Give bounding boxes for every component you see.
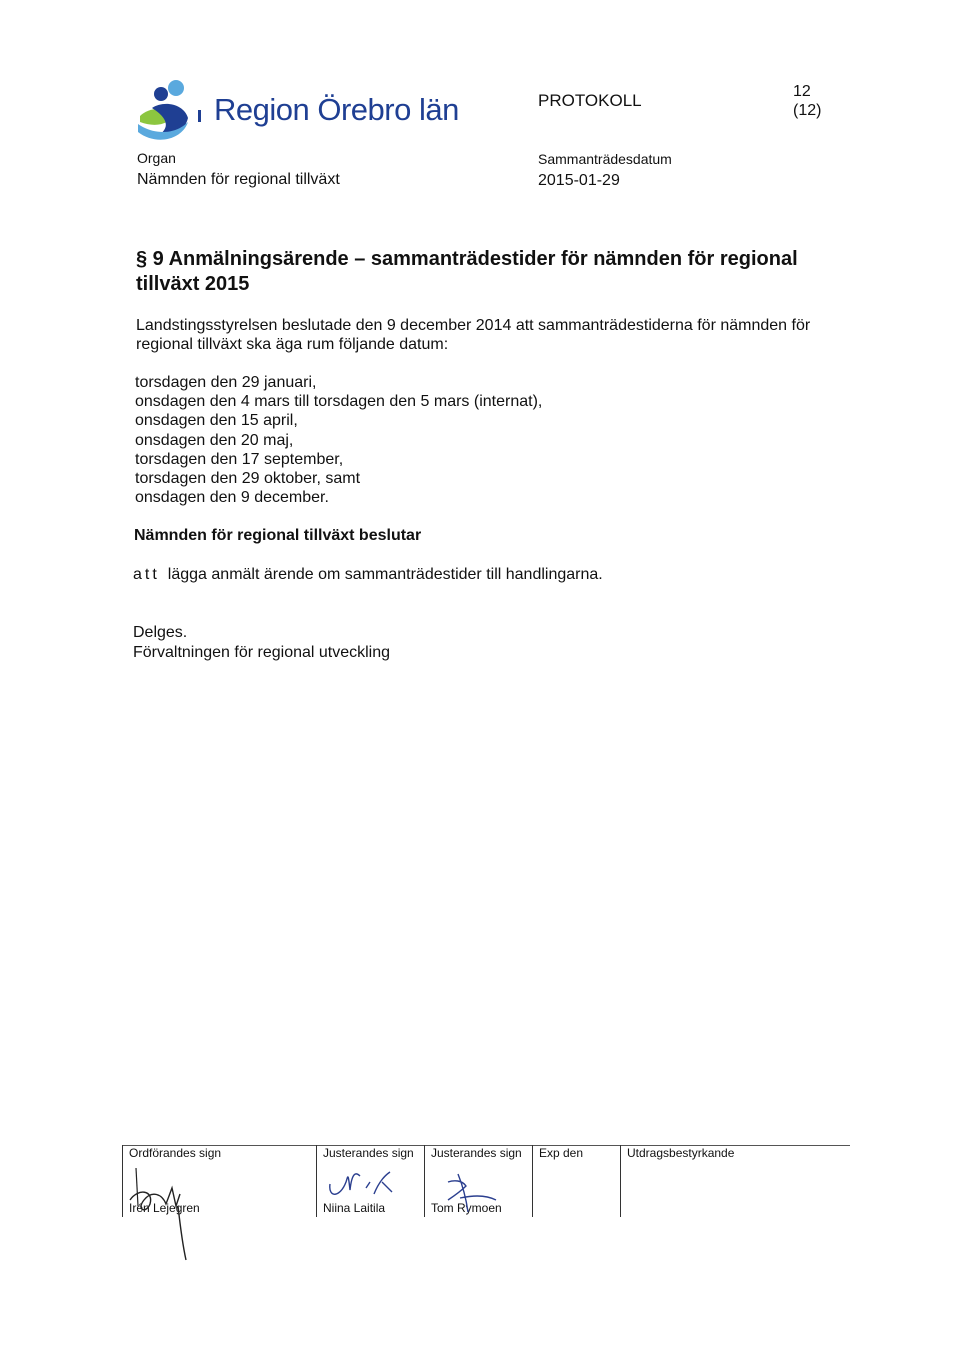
adjuster1-sign-label: Justerandes sign	[323, 1146, 414, 1160]
intro-paragraph: Landstingsstyrelsen beslutade den 9 december 2014 att sammanträdestiderna för nämnden för regional tillväxt ska äga rum följande datum:	[136, 317, 811, 353]
adjuster2-name: Tom Rymoen	[431, 1201, 502, 1215]
list-item: torsdagen den 29 oktober, samt	[135, 470, 361, 488]
date-value: 2015-01-29	[538, 172, 620, 189]
page-number-block	[793, 82, 821, 120]
organ-label: Organ	[137, 150, 176, 166]
date-list	[135, 373, 542, 507]
extract-cell	[620, 1145, 851, 1217]
list-item: torsdagen den 17 september,	[135, 450, 344, 468]
list-item: onsdagen den 4 mars till torsdagen den 5 mars (internat),	[135, 393, 543, 411]
decision-heading: Nämnden för regional tillväxt beslutar	[134, 527, 422, 544]
exp-cell	[532, 1145, 621, 1217]
date-label: Sammanträdesdatum	[538, 151, 672, 167]
list-item: onsdagen den 20 maj,	[135, 431, 294, 449]
distribution-block	[133, 623, 390, 663]
section-title: § 9 Anmälningsärende – sammanträdestider för nämnden för regional tillväxt 2015	[136, 248, 798, 295]
chair-name: Irén Lejegren	[129, 1201, 200, 1215]
exp-label: Exp den	[539, 1146, 584, 1160]
document-type: PROTOKOLL	[538, 91, 642, 110]
region-logo-icon	[134, 78, 206, 148]
adjuster2-sign-label: Justerandes sign	[431, 1146, 522, 1160]
decision-att: att	[133, 566, 160, 583]
page-number: 12	[793, 83, 811, 100]
organ-value: Nämnden för regional tillväxt	[137, 171, 340, 188]
chair-handwritten-signature-icon	[126, 1160, 206, 1265]
decision-line	[133, 566, 603, 584]
adjuster2-handwritten-signature-icon	[440, 1170, 500, 1214]
decision-text: lägga anmält ärende om sammanträdestider till handlingarna.	[167, 566, 603, 583]
list-item: onsdagen den 15 april,	[135, 412, 298, 430]
list-item: onsdagen den 9 december.	[135, 489, 329, 507]
chair-sign-label: Ordförandes sign	[129, 1146, 222, 1160]
list-item: torsdagen den 29 januari,	[135, 374, 317, 391]
delges-label: Delges.	[133, 624, 188, 641]
extract-label: Utdragsbestyrkande	[627, 1146, 735, 1160]
logo-text: Region Örebro län	[214, 92, 459, 127]
page-total: (12)	[793, 102, 822, 119]
adjuster1-handwritten-signature-icon	[326, 1168, 396, 1202]
adjuster1-name: Niina Laitila	[323, 1201, 386, 1215]
delges-recipient: Förvaltningen för regional utveckling	[133, 644, 391, 661]
